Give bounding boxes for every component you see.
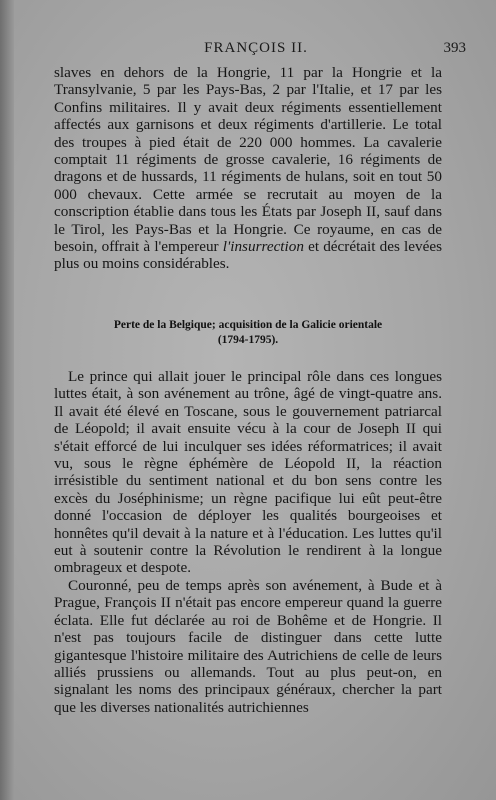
section-heading [54,318,442,348]
page-header [46,40,466,62]
page-number: 393 [443,40,466,56]
paragraph-text-tail: et décrétait des levées plus ou moins considérables. [54,238,442,273]
section-heading-line-2: (1794-1795). [217,334,279,346]
running-title: FRANÇOIS II. [204,40,308,56]
section-heading-line-1: Perte de la Belgique; acquisition de la Galicie orientale [113,319,383,331]
paragraph-army-composition [54,64,442,273]
paragraph-text: slaves en dehors de la Hongrie, 11 par la Hongrie et la Transylvanie, 5 par les Pays-Bas, 2 par l'Italie, et 17 par les Confins militaires. Il y avait deux régiments essentiellement affectés aux garnisons et deux régiments d'artillerie. Le total des troupes à pied était de 220 000 hommes. La cavalerie comptait 11 régiments de grosse cavalerie, 16 régiments de dragons et de hussards, 11 régiments de hulans, soit en tout 50 000 chevaux. Cette armée se recrutait au moyen de la conscription établie dans tous les États par Joseph II, sauf dans le Tirol, les Pays-Bas et la Hongrie. Ce royaume, en cas de besoin, offrait à l'empereur [54,64,442,256]
paragraph-prince: Le prince qui allait jouer le principal rôle dans ces longues luttes était, à son avénement au trône, âgé de vingt-quatre ans. Il avait été élevé en Toscane, sous le gouvernement patriarcal de Léopold; il avait ensuite vécu à la cour de Joseph II qui s'était efforcé de lui inculquer ses idées réformatrices; il avait vu, sous le règne éphémère de Léopold II, la réaction irrésistible du sentiment national et du bon sens contre les excès du Joséphinisme; un règne pacifique lui eût peut-être donné l'occasion de déployer les qualités bourgeoises et honnêtes qu'il devait à la nature et à l'éducation. Les luttes qu'il eut à soutenir contre la Révolution le rendirent à la longue ombrageux et despote. [54,368,442,577]
paragraph-coronation: Couronné, peu de temps après son avénement, à Bude et à Prague, François II n'était pas encore empereur quand la guerre éclata. Elle fut déclarée au roi de Bohême et de Hongrie. Il n'est pas toujours facile de distinguer dans cette lutte gigantesque l'histoire militaire des Autrichiens de celle de leurs alliés prussiens ou allemands. Tout au plus peut-on, en signalant les noms des principaux généraux, chercher la part que les diverses nationalités autrichiennes [54,576,442,716]
section-body [54,368,442,716]
italic-term: l'insurrection [222,238,304,256]
